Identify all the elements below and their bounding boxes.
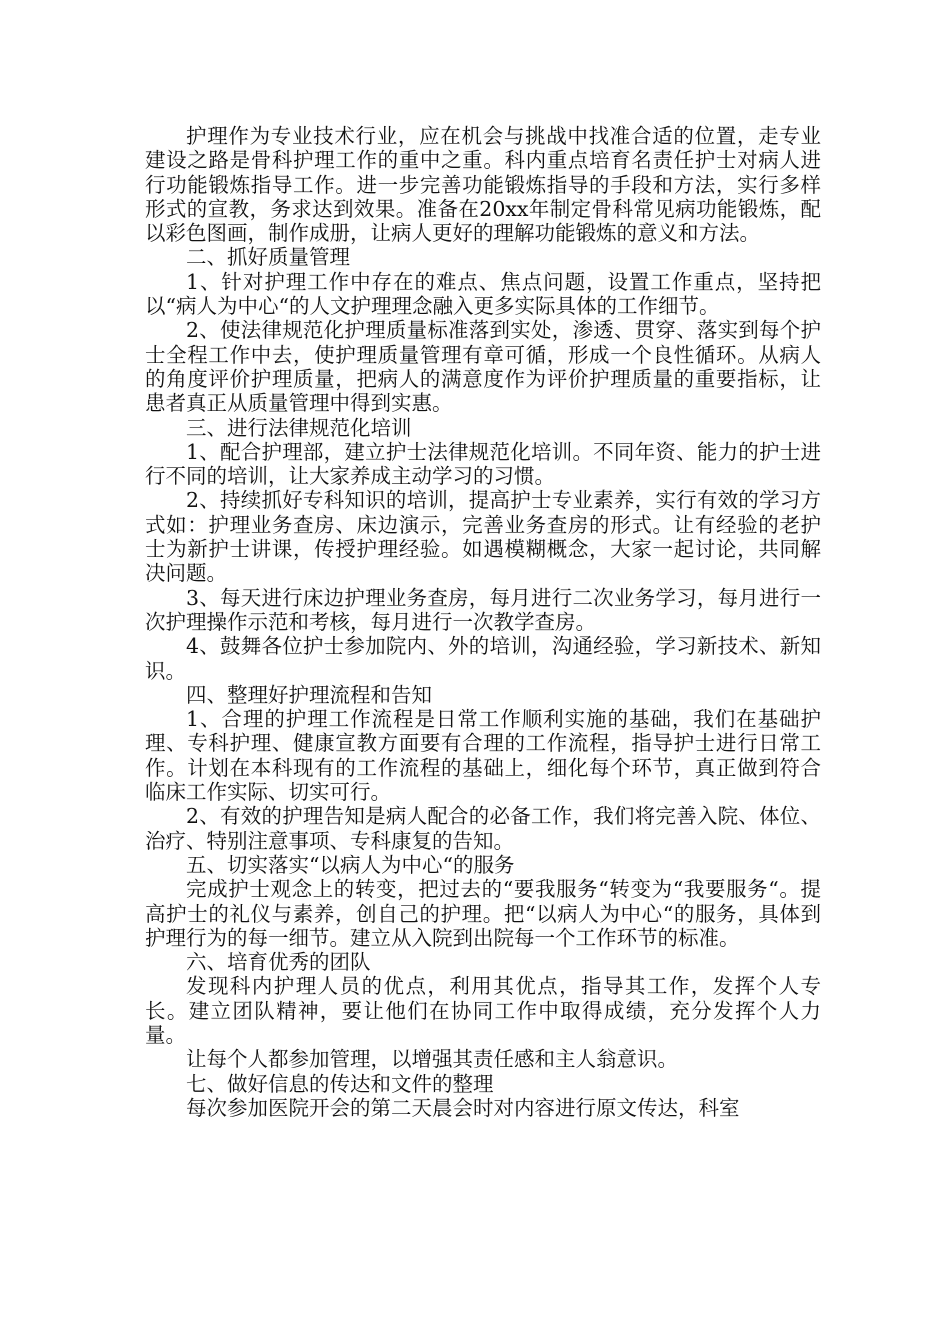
paragraph-training-1: 1、配合护理部，建立护士法律规范化培训。不同年资、能力的护士进行不同的培训，让大家养成主动学习的习惯。 bbox=[145, 439, 821, 489]
paragraph-process-1: 1、合理的护理工作流程是日常工作顺利实施的基础，我们在基础护理、专科护理、健康宣教方面要有合理的工作流程，指导护士进行日常工作。计划在本科现有的工作流程的基础上，细化每个环节，真正做到符合临床工作实际、切实可行。 bbox=[145, 707, 821, 805]
section-heading-information: 七、做好信息的传达和文件的整理 bbox=[186, 1071, 494, 1096]
section-heading-team: 六、培育优秀的团队 bbox=[186, 950, 371, 975]
paragraph-training-2: 2、持续抓好专科知识的培训，提高护士专业素养，实行有效的学习方式如：护理业务查房、床边演示，完善业务查房的形式。让有经验的老护士为新护士讲课，传授护理经验。如遇模糊概念，大家一起讨论，共同解决问题。 bbox=[145, 488, 821, 586]
paragraph-quality-1: 1、针对护理工作中存在的难点、焦点问题，设置工作重点，坚持把以“病人为中心“的人文护理理念融入更多实际具体的工作细节。 bbox=[145, 269, 821, 319]
paragraph-process-2: 2、有效的护理告知是病人配合的必备工作，我们将完善入院、体位、治疗、特别注意事项、专科康复的告知。 bbox=[145, 804, 821, 853]
document-body bbox=[145, 124, 821, 1120]
paragraph-intro: 护理作为专业技术行业，应在机会与挑战中找准合适的位置，走专业建设之路是骨科护理工作的重中之重。科内重点培育名责任护士对病人进行功能锻炼指导工作。进一步完善功能锻炼指导的手段和方法，实行多样形式的宣教，务求达到效果。准备在20xx年制定骨科常见病功能锻炼，配以彩色图画，制作成册，让病人更好的理解功能锻炼的意义和方法。 bbox=[145, 124, 821, 246]
section-heading-process: 四、整理好护理流程和告知 bbox=[186, 682, 432, 707]
paragraph-training-3: 3、每天进行床边护理业务查房，每月进行二次业务学习，每月进行一次护理操作示范和考核，每月进行一次教学查房。 bbox=[145, 585, 821, 634]
paragraph-information-1: 每次参加医院开会的第二天晨会时对内容进行原文传达，科室 bbox=[186, 1095, 740, 1120]
paragraph-service-1: 完成护士观念上的转变，把过去的“要我服务“转变为“我要服务“。提高护士的礼仪与素养，创自己的护理。把“以病人为中心“的服务，具体到护理行为的每一细节。建立从入院到出院每一个工作环节的标准。 bbox=[145, 877, 821, 950]
section-heading-service: 五、切实落实“以病人为中心“的服务 bbox=[186, 852, 515, 877]
paragraph-team-2: 让每个人都参加管理，以增强其责任感和主人翁意识。 bbox=[186, 1047, 678, 1072]
paragraph-quality-2: 2、使法律规范化护理质量标准落到实处，渗透、贯穿、落实到每个护士全程工作中去，使护理质量管理有章可循，形成一个良性循环。从病人的角度评价护理质量，把病人的满意度作为评价护理质量的重要指标，让患者真正从质量管理中得到实惠。 bbox=[145, 318, 821, 416]
paragraph-training-4: 4、鼓舞各位护士参加院内、外的培训，沟通经验，学习新技术、新知识。 bbox=[145, 634, 821, 683]
paragraph-team-1: 发现科内护理人员的优点，利用其优点，指导其工作，发挥个人专长。建立团队精神，要让他们在协同工作中取得成绩，充分发挥个人力量。 bbox=[145, 974, 821, 1047]
section-heading-training: 三、进行法律规范化培训 bbox=[186, 415, 412, 440]
section-heading-quality: 二、抓好质量管理 bbox=[186, 245, 350, 270]
